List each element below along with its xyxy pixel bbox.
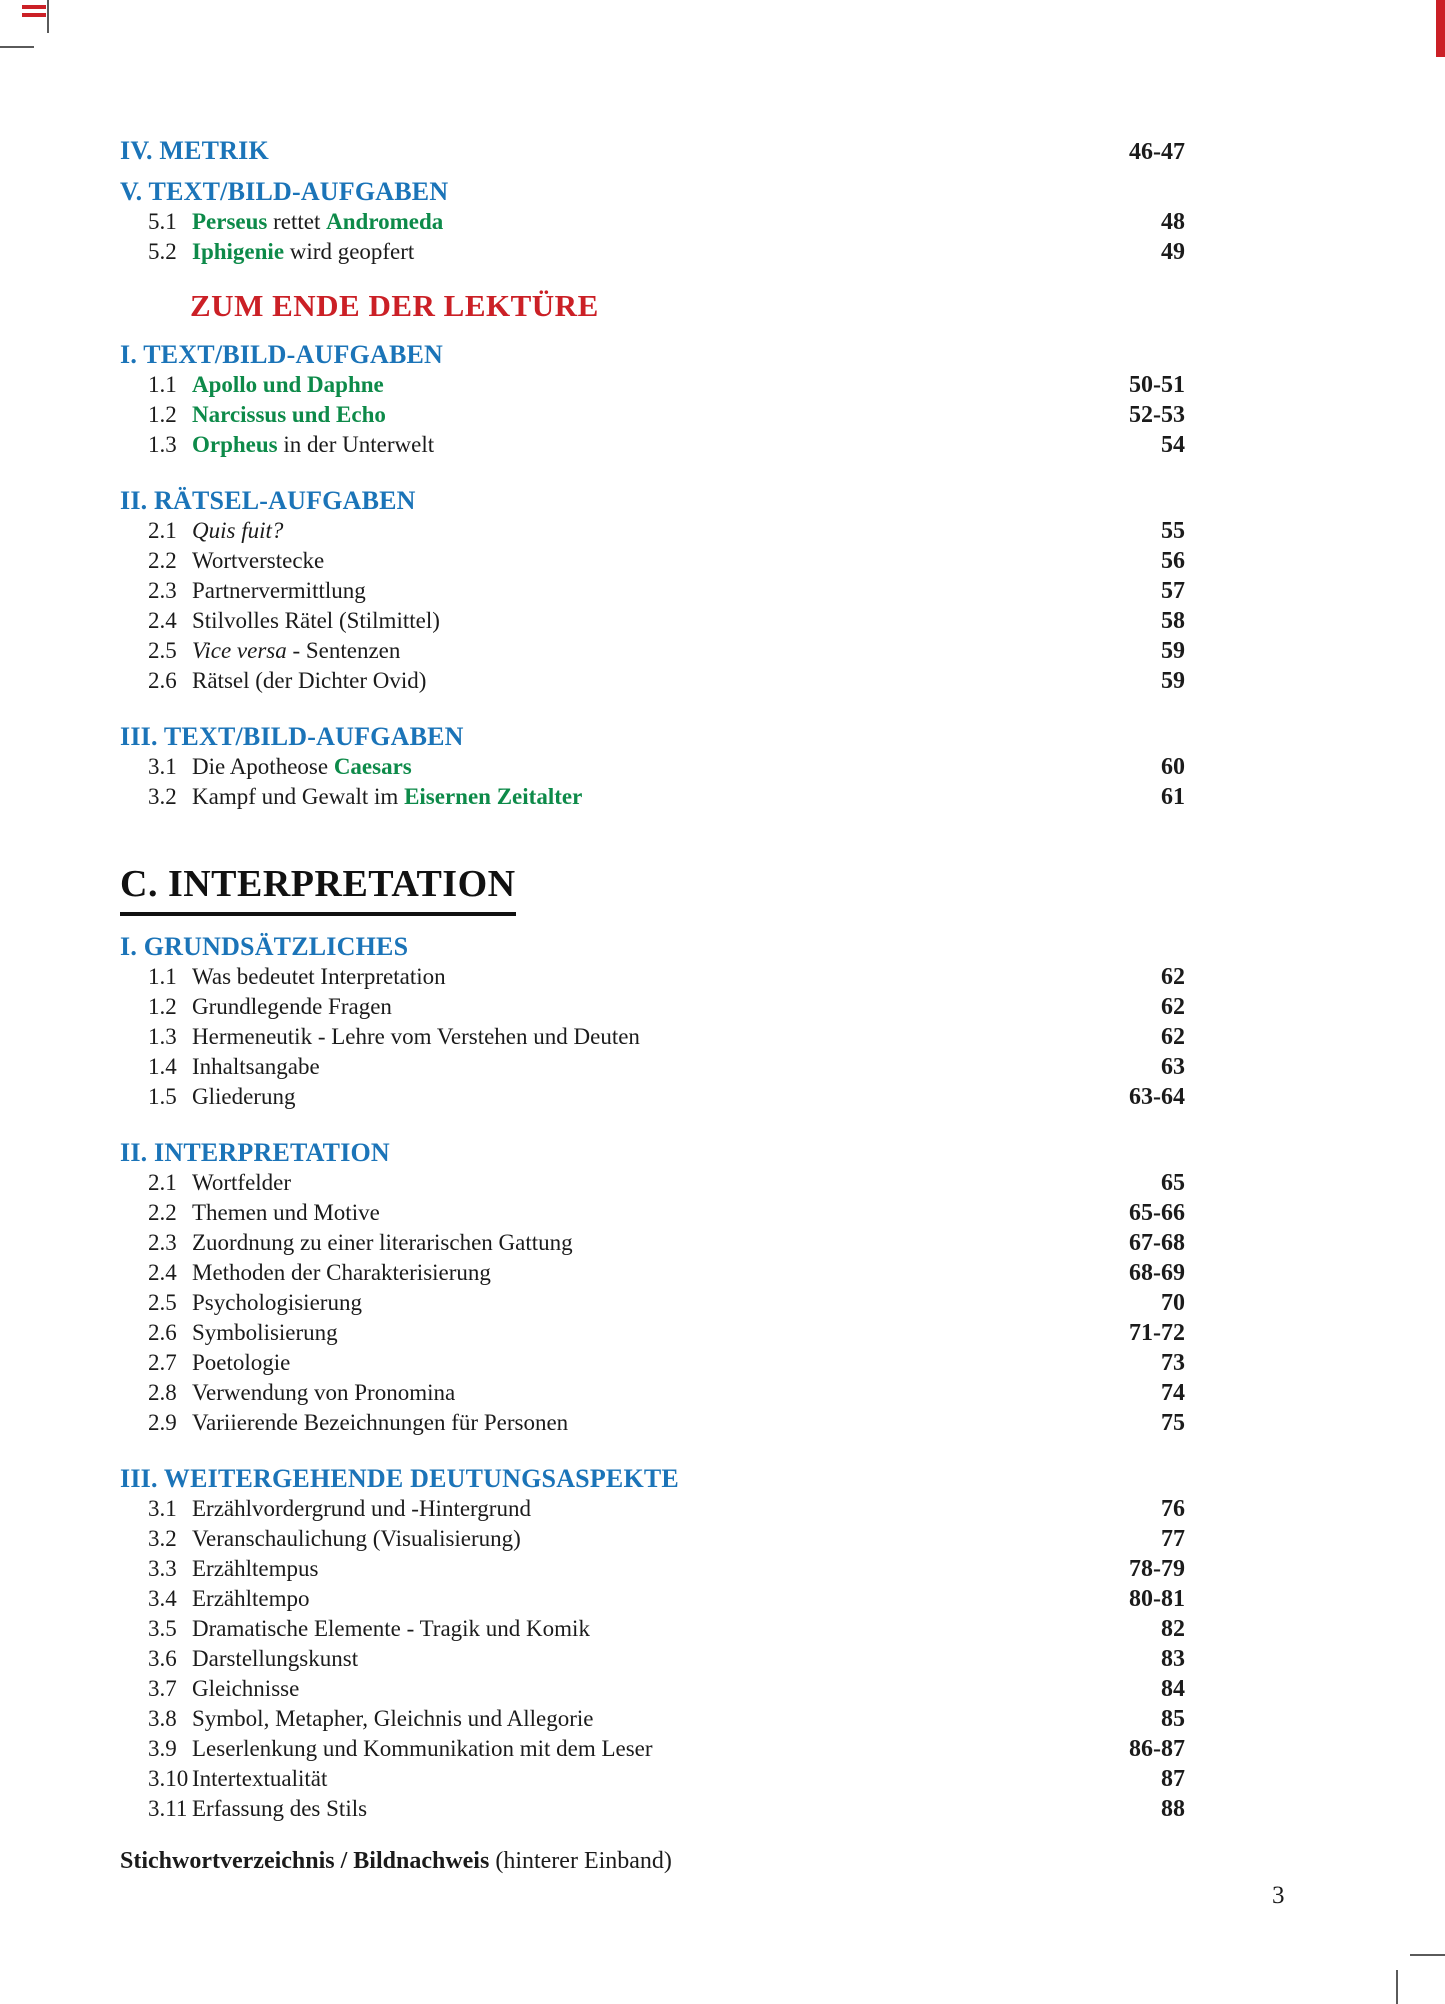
entry-title bbox=[192, 1674, 1149, 1704]
entry-number: 3.8 bbox=[148, 1706, 177, 1731]
toc-entry bbox=[120, 1082, 1185, 1112]
entry-number: 3.7 bbox=[148, 1676, 177, 1701]
entry-page-range: 63-64 bbox=[1129, 1084, 1185, 1110]
toc-entry bbox=[120, 1258, 1185, 1288]
crop-mark-top-left-horizontal bbox=[0, 46, 34, 48]
toc-entry bbox=[120, 1734, 1185, 1764]
title-text: Wortfelder bbox=[192, 1170, 292, 1195]
entry-page-range: 74 bbox=[1161, 1380, 1185, 1406]
title-text: Kampf und Gewalt im bbox=[192, 784, 405, 809]
latin-phrase: Quis fuit? bbox=[192, 518, 284, 543]
entry-page-range: 52-53 bbox=[1129, 402, 1185, 428]
highlighted-term: Orpheus bbox=[192, 432, 278, 457]
entry-number: 3.10 bbox=[148, 1766, 189, 1791]
title-text: Poetologie bbox=[192, 1350, 291, 1375]
entry-title bbox=[192, 370, 1117, 400]
entry-number: 3.6 bbox=[148, 1646, 177, 1671]
crop-mark-bottom-right-horizontal bbox=[1410, 1954, 1445, 1956]
toc-entry bbox=[120, 1614, 1185, 1644]
section-page-range: 46-47 bbox=[1129, 139, 1185, 165]
entry-number: 2.6 bbox=[148, 668, 177, 693]
entry-number: 1.3 bbox=[148, 1024, 177, 1049]
registration-bar-red-top-right bbox=[1436, 0, 1445, 57]
toc-section-heading bbox=[120, 340, 1185, 370]
toc-entry bbox=[120, 1554, 1185, 1584]
entry-title bbox=[192, 516, 1149, 546]
entry-number: 1.1 bbox=[148, 964, 177, 989]
entry-number: 2.3 bbox=[148, 1230, 177, 1255]
entry-number: 2.6 bbox=[148, 1320, 177, 1345]
entry-number: 5.1 bbox=[148, 209, 177, 234]
entry-number: 3.1 bbox=[148, 1496, 177, 1521]
title-text: Symbolisierung bbox=[192, 1320, 338, 1345]
highlighted-term: Narcissus und Echo bbox=[192, 402, 386, 427]
title-text: Gleichnisse bbox=[192, 1676, 300, 1701]
entry-number: 3.1 bbox=[148, 754, 177, 779]
toc-entry bbox=[120, 1288, 1185, 1318]
title-text: Leserlenkung und Kommunikation mit dem Leser bbox=[192, 1736, 653, 1761]
toc-section-heading bbox=[120, 1464, 1185, 1494]
entry-title bbox=[192, 636, 1149, 666]
toc-entry bbox=[120, 1378, 1185, 1408]
entry-page-range: 58 bbox=[1161, 608, 1185, 634]
toc-entry bbox=[120, 606, 1185, 636]
title-text: Methoden der Charakterisierung bbox=[192, 1260, 491, 1285]
entry-page-range: 55 bbox=[1161, 518, 1185, 544]
entry-title bbox=[192, 1168, 1149, 1198]
entry-title bbox=[192, 1794, 1149, 1824]
toc-entry bbox=[120, 576, 1185, 606]
entry-page-range: 65 bbox=[1161, 1170, 1185, 1196]
toc-entry bbox=[120, 1168, 1185, 1198]
highlighted-term: Perseus bbox=[192, 209, 268, 234]
entry-title bbox=[192, 1584, 1117, 1614]
section-label: III. WEITERGEHENDE DEUTUNGSASPEKTE bbox=[120, 1464, 679, 1493]
entry-number: 5.2 bbox=[148, 239, 177, 264]
index-note bbox=[120, 1846, 1185, 1876]
part-heading bbox=[120, 858, 1185, 918]
entry-number: 2.1 bbox=[148, 1170, 177, 1195]
section-label: II. RÄTSEL-AUFGABEN bbox=[120, 486, 416, 515]
entry-title bbox=[192, 1022, 1149, 1052]
entry-number: 3.5 bbox=[148, 1616, 177, 1641]
entry-page-range: 62 bbox=[1161, 994, 1185, 1020]
title-text: Psychologisierung bbox=[192, 1290, 362, 1315]
highlighted-term: Eisernen Zeitalter bbox=[404, 784, 583, 809]
entry-title bbox=[192, 1644, 1149, 1674]
toc-entry bbox=[120, 1524, 1185, 1554]
title-text: Erfassung des Stils bbox=[192, 1796, 368, 1821]
entry-page-range: 77 bbox=[1161, 1526, 1185, 1552]
entry-page-range: 73 bbox=[1161, 1350, 1185, 1376]
entry-number: 2.3 bbox=[148, 578, 177, 603]
entry-number: 1.2 bbox=[148, 402, 177, 427]
toc-entry bbox=[120, 1408, 1185, 1438]
entry-number: 2.2 bbox=[148, 1200, 177, 1225]
toc-entry bbox=[120, 1794, 1185, 1824]
title-text: Stilvolles Rätel (Stilmittel) bbox=[192, 608, 440, 633]
title-text: Verwendung von Pronomina bbox=[192, 1380, 456, 1405]
title-text: rettet bbox=[267, 209, 327, 234]
toc-entry bbox=[120, 516, 1185, 546]
toc-entry bbox=[120, 207, 1185, 237]
toc-section-heading bbox=[120, 1138, 1185, 1168]
section-label: III. TEXT/BILD-AUFGABEN bbox=[120, 722, 464, 751]
title-text: Stichwortverzeichnis / Bildnachweis bbox=[120, 1848, 490, 1874]
toc-entry bbox=[120, 992, 1185, 1022]
entry-title bbox=[192, 782, 1149, 812]
title-text: Symbol, Metapher, Gleichnis und Allegorie bbox=[192, 1706, 594, 1731]
entry-page-range: 62 bbox=[1161, 1024, 1185, 1050]
entry-number: 1.2 bbox=[148, 994, 177, 1019]
registration-mark-red-top-left-2 bbox=[22, 13, 46, 17]
entry-page-range: 70 bbox=[1161, 1290, 1185, 1316]
entry-page-range: 67-68 bbox=[1129, 1230, 1185, 1256]
title-text: Variierende Bezeichnungen für Personen bbox=[192, 1410, 569, 1435]
toc-entry bbox=[120, 1704, 1185, 1734]
latin-phrase: Vice versa bbox=[192, 638, 287, 663]
title-text: Rätsel (der Dichter Ovid) bbox=[192, 668, 427, 693]
entry-page-range: 48 bbox=[1161, 209, 1185, 235]
title-text: Darstellungskunst bbox=[192, 1646, 359, 1671]
toc-section-heading bbox=[120, 486, 1185, 516]
entry-number: 3.2 bbox=[148, 784, 177, 809]
entry-title bbox=[192, 1198, 1117, 1228]
title-text: Wortverstecke bbox=[192, 548, 325, 573]
entry-title bbox=[192, 1554, 1117, 1584]
entry-page-range: 68-69 bbox=[1129, 1260, 1185, 1286]
entry-number: 1.3 bbox=[148, 432, 177, 457]
entry-number: 3.3 bbox=[148, 1556, 177, 1581]
section-label: I. GRUNDSÄTZLICHES bbox=[120, 932, 409, 961]
entry-title bbox=[192, 1318, 1117, 1348]
toc-section-heading bbox=[120, 722, 1185, 752]
entry-title bbox=[192, 1348, 1149, 1378]
entry-title bbox=[192, 1704, 1149, 1734]
part-heading-text: C. INTERPRETATION bbox=[120, 858, 516, 916]
entry-page-range: 86-87 bbox=[1129, 1736, 1185, 1762]
toc-section-heading bbox=[120, 932, 1185, 962]
section-label: IV. METRIK bbox=[120, 136, 269, 165]
entry-title bbox=[192, 546, 1149, 576]
title-text: Zuordnung zu einer literarischen Gattung bbox=[192, 1230, 573, 1255]
registration-mark-red-top-left-1 bbox=[22, 5, 46, 9]
entry-page-range: 76 bbox=[1161, 1496, 1185, 1522]
highlighted-term: Andromeda bbox=[326, 209, 444, 234]
entry-page-range: 71-72 bbox=[1129, 1320, 1185, 1346]
toc-entry bbox=[120, 1764, 1185, 1794]
title-text: Intertextualität bbox=[192, 1766, 328, 1791]
crop-mark-bottom-right-vertical bbox=[1396, 1970, 1398, 2004]
entry-page-range: 75 bbox=[1161, 1410, 1185, 1436]
entry-title bbox=[192, 1082, 1117, 1112]
entry-title bbox=[192, 992, 1149, 1022]
entry-page-range: 78-79 bbox=[1129, 1556, 1185, 1582]
entry-number: 2.5 bbox=[148, 1290, 177, 1315]
entry-title bbox=[192, 752, 1149, 782]
entry-number: 3.9 bbox=[148, 1736, 177, 1761]
title-text: - Sentenzen bbox=[286, 638, 401, 663]
title-text: Erzählvordergrund und -Hintergrund bbox=[192, 1496, 531, 1521]
entry-number: 2.7 bbox=[148, 1350, 177, 1375]
entry-number: 2.8 bbox=[148, 1380, 177, 1405]
entry-page-range: 63 bbox=[1161, 1054, 1185, 1080]
entry-number: 3.2 bbox=[148, 1526, 177, 1551]
title-text: Themen und Motive bbox=[192, 1200, 380, 1225]
toc-section-heading bbox=[120, 136, 1185, 167]
toc-entry bbox=[120, 400, 1185, 430]
entry-number: 2.1 bbox=[148, 518, 177, 543]
title-text: Erzähltempus bbox=[192, 1556, 319, 1581]
entry-page-range: 88 bbox=[1161, 1796, 1185, 1822]
entry-page-range: 50-51 bbox=[1129, 372, 1185, 398]
entry-title bbox=[192, 1764, 1149, 1794]
title-text: Die Apotheose bbox=[192, 754, 334, 779]
entry-number: 2.2 bbox=[148, 548, 177, 573]
title-text: Gliederung bbox=[192, 1084, 296, 1109]
title-text: Dramatische Elemente - Tragik und Komik bbox=[192, 1616, 590, 1641]
toc-entry bbox=[120, 752, 1185, 782]
entry-page-range: 84 bbox=[1161, 1676, 1185, 1702]
chapter-heading-red: ZUM ENDE DER LEKTÜRE bbox=[190, 288, 599, 323]
toc-entry bbox=[120, 546, 1185, 576]
section-label: II. INTERPRETATION bbox=[120, 1138, 390, 1167]
entry-page-range: 83 bbox=[1161, 1646, 1185, 1672]
entry-title bbox=[192, 430, 1149, 460]
title-text: Was bedeutet Interpretation bbox=[192, 964, 446, 989]
entry-title bbox=[192, 1494, 1149, 1524]
entry-title bbox=[192, 666, 1149, 696]
entry-title bbox=[192, 207, 1149, 237]
entry-title bbox=[192, 1408, 1149, 1438]
entry-title bbox=[192, 1288, 1149, 1318]
entry-page-range: 85 bbox=[1161, 1706, 1185, 1732]
toc-entry bbox=[120, 636, 1185, 666]
highlighted-term: Iphigenie bbox=[192, 239, 285, 264]
toc-entry bbox=[120, 1318, 1185, 1348]
entry-number: 3.11 bbox=[148, 1796, 188, 1821]
entry-page-range: 61 bbox=[1161, 784, 1185, 810]
entry-page-range: 59 bbox=[1161, 638, 1185, 664]
entry-page-range: 49 bbox=[1161, 239, 1185, 265]
entry-page-range: 57 bbox=[1161, 578, 1185, 604]
entry-page-range: 82 bbox=[1161, 1616, 1185, 1642]
entry-number: 1.5 bbox=[148, 1084, 177, 1109]
toc-entry bbox=[120, 1584, 1185, 1614]
title-text: Grundlegende Fragen bbox=[192, 994, 392, 1019]
table-of-contents bbox=[120, 136, 1185, 1876]
entry-title bbox=[192, 962, 1149, 992]
entry-title bbox=[192, 237, 1149, 267]
entry-number: 2.4 bbox=[148, 608, 177, 633]
entry-number: 2.9 bbox=[148, 1410, 177, 1435]
highlighted-term: Caesars bbox=[333, 754, 412, 779]
toc-entry bbox=[120, 1494, 1185, 1524]
entry-title bbox=[192, 1052, 1149, 1082]
toc-section-heading bbox=[120, 177, 1185, 207]
title-text: Partnervermittlung bbox=[192, 578, 366, 603]
entry-number: 2.4 bbox=[148, 1260, 177, 1285]
folio-page-number: 3 bbox=[1272, 1882, 1285, 1909]
toc-entry bbox=[120, 370, 1185, 400]
highlighted-term: Apollo und Daphne bbox=[192, 372, 384, 397]
toc-entry bbox=[120, 1022, 1185, 1052]
title-text: (hinterer Einband) bbox=[489, 1848, 672, 1874]
entry-title bbox=[192, 576, 1149, 606]
entry-page-range: 54 bbox=[1161, 432, 1185, 458]
section-label: V. TEXT/BILD-AUFGABEN bbox=[120, 177, 449, 206]
entry-page-range: 87 bbox=[1161, 1766, 1185, 1792]
entry-title bbox=[192, 1524, 1149, 1554]
entry-page-range: 62 bbox=[1161, 964, 1185, 990]
entry-number: 3.4 bbox=[148, 1586, 177, 1611]
toc-entry bbox=[120, 1198, 1185, 1228]
entry-title bbox=[192, 1228, 1117, 1258]
entry-title bbox=[192, 606, 1149, 636]
toc-entry bbox=[120, 1674, 1185, 1704]
toc-entry bbox=[120, 1228, 1185, 1258]
entry-page-range: 59 bbox=[1161, 668, 1185, 694]
entry-number: 1.4 bbox=[148, 1054, 177, 1079]
crop-mark-top-left-vertical bbox=[47, 0, 49, 33]
entry-title bbox=[192, 1614, 1149, 1644]
toc-entry bbox=[120, 1644, 1185, 1674]
toc-entry bbox=[120, 430, 1185, 460]
entry-number: 1.1 bbox=[148, 372, 177, 397]
title-text: wird geopfert bbox=[284, 239, 415, 264]
entry-page-range: 56 bbox=[1161, 548, 1185, 574]
title-text: Veranschaulichung (Visualisierung) bbox=[192, 1526, 521, 1551]
toc-entry bbox=[120, 1348, 1185, 1378]
toc-entry bbox=[120, 782, 1185, 812]
entry-page-range: 65-66 bbox=[1129, 1200, 1185, 1226]
entry-page-range: 60 bbox=[1161, 754, 1185, 780]
entry-title bbox=[192, 1378, 1149, 1408]
title-text: in der Unterwelt bbox=[277, 432, 435, 457]
section-label: I. TEXT/BILD-AUFGABEN bbox=[120, 340, 444, 369]
toc-entry bbox=[120, 1052, 1185, 1082]
entry-title bbox=[192, 1734, 1117, 1764]
entry-page-range: 80-81 bbox=[1129, 1586, 1185, 1612]
toc-entry bbox=[120, 666, 1185, 696]
title-text: Erzähltempo bbox=[192, 1586, 310, 1611]
entry-title bbox=[192, 400, 1117, 430]
toc-entry bbox=[120, 962, 1185, 992]
title-text: Hermeneutik - Lehre vom Verstehen und Deuten bbox=[192, 1024, 640, 1049]
toc-entry bbox=[120, 237, 1185, 267]
entry-number: 2.5 bbox=[148, 638, 177, 663]
title-text: Inhaltsangabe bbox=[192, 1054, 320, 1079]
entry-title bbox=[192, 1258, 1117, 1288]
